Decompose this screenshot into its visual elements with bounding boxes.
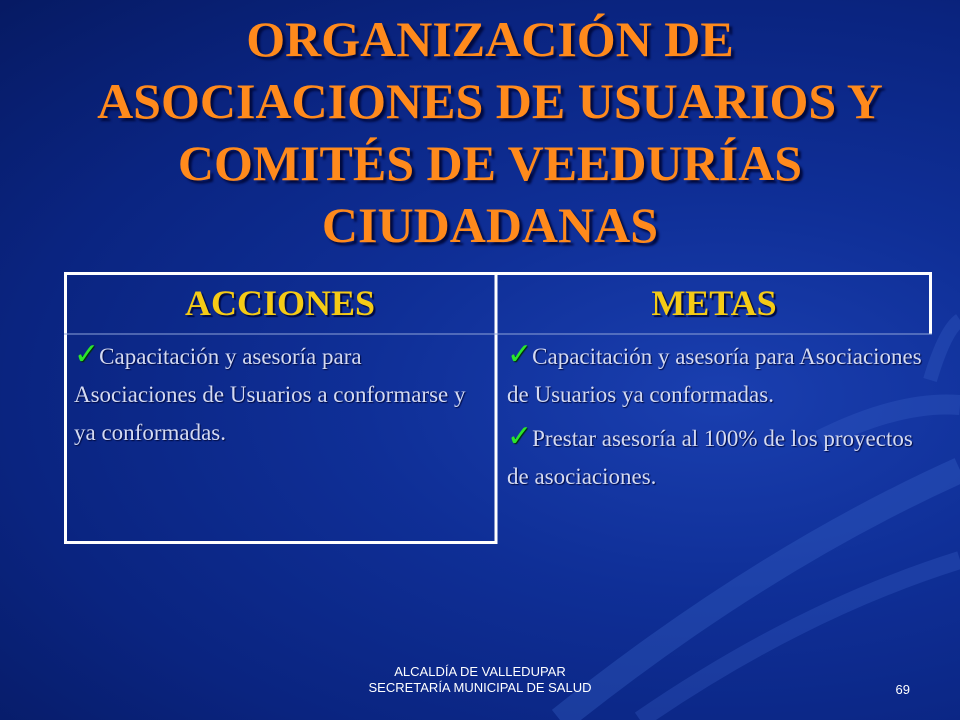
title-line: ORGANIZACIÓN DE <box>246 11 734 67</box>
list-item <box>507 420 922 496</box>
footer <box>280 664 680 696</box>
metas-item-text: Prestar asesoría al 100% de los proyectos de asociaciones. <box>507 426 913 489</box>
list-item <box>74 338 488 452</box>
slide-title <box>40 8 940 256</box>
checkmark-icon: ✓ <box>74 338 100 371</box>
title-line: ASOCIACIONES DE USUARIOS Y <box>97 73 883 129</box>
acciones-cell <box>74 338 488 458</box>
acciones-item-text: Capacitación y asesoría para Asociaciones de Usuarios a conformarse y ya conformadas. <box>74 344 466 445</box>
title-line: COMITÉS DE VEEDURÍAS <box>177 135 803 191</box>
footer-department: SECRETARÍA MUNICIPAL DE SALUD <box>368 680 592 695</box>
page-number: 69 <box>895 682 910 697</box>
checkmark-icon: ✓ <box>507 338 533 371</box>
title-line: CIUDADANAS <box>321 197 659 253</box>
metas-item-text: Capacitación y asesoría para Asociaciones de Usuarios ya conformadas. <box>507 344 922 407</box>
checkmark-icon: ✓ <box>507 420 533 453</box>
header-acciones: ACCIONES <box>184 283 376 323</box>
acciones-metas-table <box>64 272 932 544</box>
header-metas: METAS <box>651 283 777 323</box>
footer-organization: ALCALDÍA DE VALLEDUPAR <box>394 664 566 679</box>
list-item <box>507 338 922 414</box>
metas-cell <box>507 338 922 502</box>
